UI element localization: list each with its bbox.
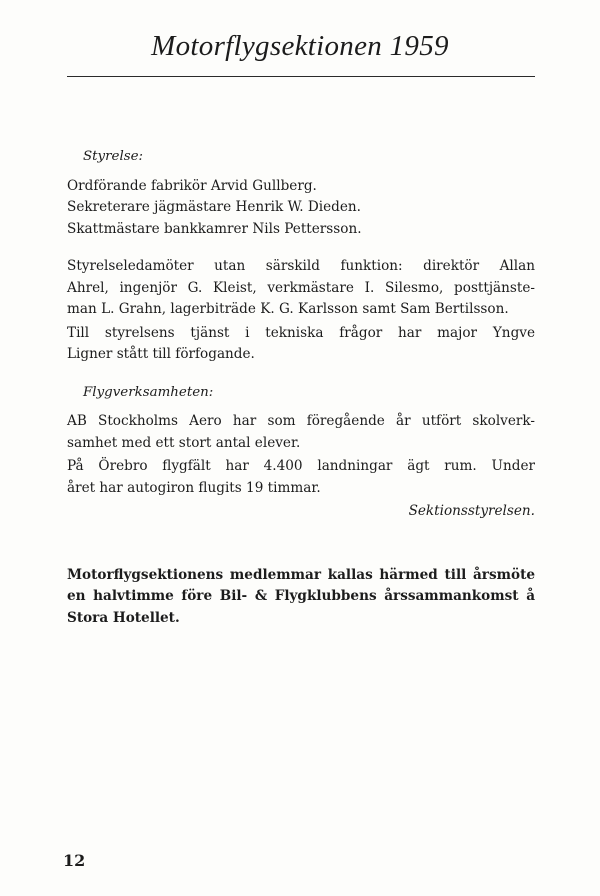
text-line: en halvtimme före Bil- & Flygklubbens årssammankomst å	[67, 588, 535, 604]
spacer	[67, 523, 535, 565]
paragraph-aero	[67, 411, 535, 454]
page-title: Motorflygsektionen 1959	[151, 30, 449, 62]
text-line: Ligner stått till förfogande.	[67, 346, 255, 362]
text-line: Till styrelsens tjänst i tekniska frågor har major Yngve	[67, 324, 535, 341]
text-line: Styrelseledamöter utan särskild funktion: direktör Allan	[67, 258, 535, 274]
text-line: året har autogiron flugits 19 timmar.	[67, 479, 321, 496]
text-line: Stora Hotellet.	[67, 609, 180, 626]
section-heading-flygverksamheten: Flygverksamheten:	[83, 384, 214, 400]
paragraph-orebro	[67, 456, 535, 499]
text-line: Motorflygsektionens medlemmar kallas härmed till årsmöte	[67, 566, 535, 583]
text-line: På Örebro flygfält har 4.400 landningar ägt rum. Under	[67, 458, 535, 474]
text-line: Ahrel, ingenjör G. Kleist, verkmästare I. Silesmo, posttjänste-	[67, 279, 535, 296]
text-line: man L. Grahn, lagerbiträde K. G. Karlsson samt Sam Bertilsson.	[67, 301, 509, 317]
member-line: Skattmästare bankkamrer Nils Pettersson.	[67, 220, 362, 237]
signature: Sektionsstyrelsen.	[408, 503, 535, 519]
text-line: samhet med ett stort antal elever.	[67, 434, 301, 451]
member-line: Ordförande fabrikör Arvid Gullberg.	[67, 177, 317, 194]
spacer	[67, 240, 535, 256]
document-body	[67, 146, 535, 629]
section-heading-styrelse: Styrelse:	[83, 149, 144, 164]
paragraph-ledamoter	[67, 256, 535, 321]
paragraph-teknik	[67, 323, 535, 366]
page-number: 12	[63, 851, 86, 870]
text-line: AB Stockholms Aero har som föregående år utfört skolverk-	[67, 413, 535, 429]
spacer	[67, 366, 535, 382]
member-line: Sekreterare jägmästare Henrik W. Dieden.	[67, 199, 361, 215]
title-rule	[67, 76, 535, 77]
styrelse-members	[67, 176, 535, 241]
paragraph-kallelse	[67, 565, 535, 630]
